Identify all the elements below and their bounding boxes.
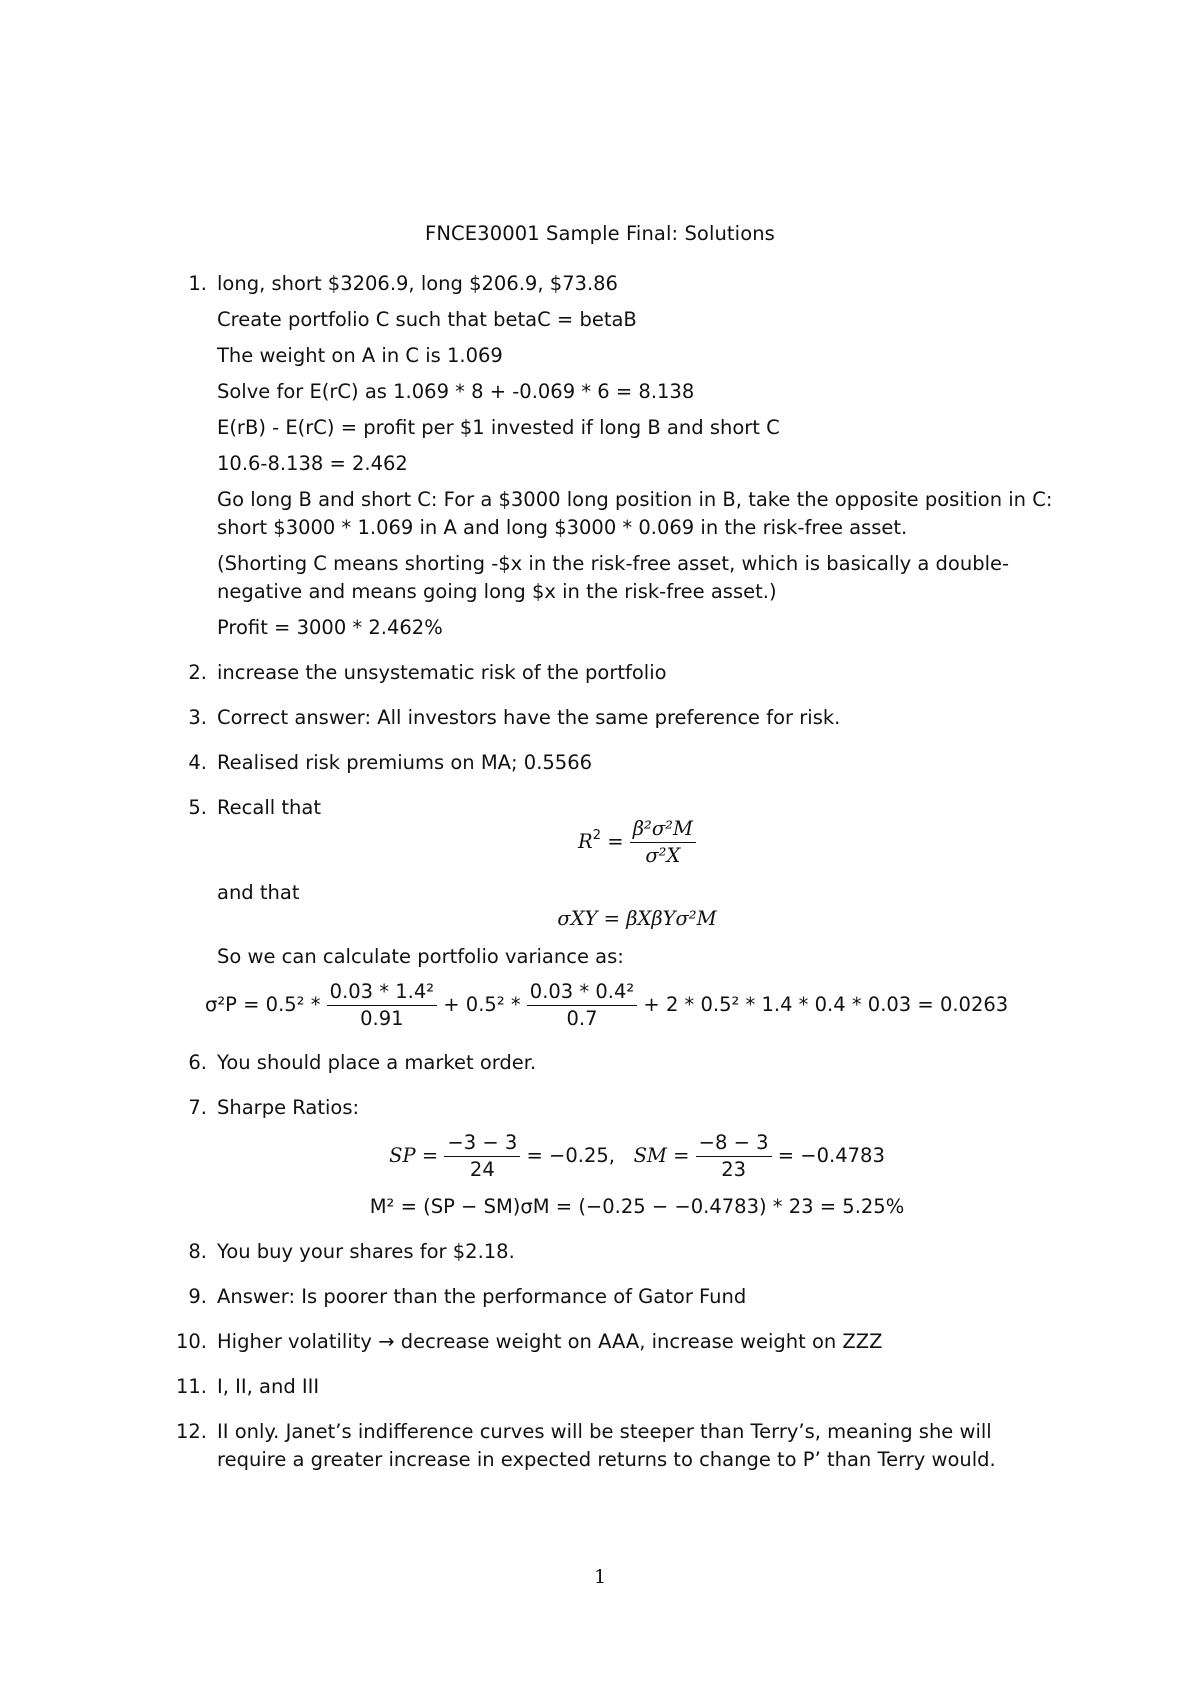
equation-part: SP =	[389, 1144, 439, 1167]
item-text: E(rB) - E(rC) = profit per $1 invested if long B and short C	[217, 416, 780, 439]
item-number: 8.	[188, 1240, 207, 1263]
item-text: Sharpe Ratios:	[217, 1096, 360, 1119]
equation-numerator: −3 − 3	[444, 1130, 520, 1157]
equation-portfolio-variance	[205, 979, 1057, 1032]
item-number: 4.	[188, 751, 207, 774]
equation-part: = −0.4783	[777, 1144, 885, 1167]
equation-numerator: β²σ²M	[630, 816, 696, 843]
equation-part: = −0.25,	[526, 1144, 615, 1167]
item-text: You should place a market order.	[217, 1051, 537, 1074]
item-number: 7.	[188, 1096, 207, 1119]
equation-part: SM =	[633, 1144, 690, 1167]
item-text: Higher volatility → decrease weight on AAA, increase weight on ZZZ	[217, 1330, 883, 1353]
list-item	[172, 1283, 1057, 1311]
list-item	[172, 659, 1057, 687]
list-item	[172, 1049, 1057, 1077]
list-item	[172, 794, 1057, 1032]
item-number: 11.	[175, 1375, 207, 1398]
list-item	[172, 1373, 1057, 1401]
list-item	[172, 1328, 1057, 1356]
item-text: and that	[217, 881, 300, 904]
equation-denominator: 24	[469, 1158, 495, 1181]
item-text: increase the unsystematic risk of the portfolio	[217, 661, 667, 684]
equation-m-squared: M² = (SP − SM)σM = (−0.25 − −0.4783) * 23 = 5.25%	[369, 1195, 905, 1218]
item-number: 9.	[188, 1285, 207, 1308]
equation-denominator: 23	[721, 1158, 747, 1181]
item-text: Solve for E(rC) as 1.069 * 8 + -0.069 * 6 = 8.138	[217, 380, 695, 403]
page-number: 1	[593, 1566, 607, 1588]
equation-denominator: 0.91	[360, 1007, 404, 1030]
equation-denominator: σ²X	[645, 844, 681, 867]
item-text: long, short $3206.9, long $206.9, $73.86	[217, 272, 618, 295]
list-item	[172, 749, 1057, 777]
item-text: Recall that	[217, 796, 321, 819]
item-text: (Shorting C means shorting -$x in the risk-free asset, which is basically a double-negative and means going long $x in the risk-free asset.)	[217, 552, 1010, 603]
equation-numerator: −8 − 3	[696, 1130, 772, 1157]
equation-denominator: 0.7	[566, 1007, 598, 1030]
item-text: Go long B and short C: For a $3000 long position in B, take the opposite position in C: short $3000 * 1.069 in A and long $3000 * 0.069 in the risk-free asset.	[217, 488, 1053, 539]
item-number: 10.	[175, 1330, 207, 1353]
item-text: Profit = 3000 * 2.462%	[217, 616, 443, 639]
item-text: The weight on A in C is 1.069	[217, 344, 503, 367]
item-text: Answer: Is poorer than the performance of Gator Fund	[217, 1285, 747, 1308]
item-number: 1.	[188, 272, 207, 295]
equation-part: + 0.5² *	[443, 993, 521, 1016]
equation-r-squared: $R^2$ = $\frac{\text{β²σ²M}}{\text{σ²X}}$	[217, 816, 1057, 869]
item-text: Create portfolio C such that betaC = betaB	[217, 308, 637, 331]
item-text: Correct answer: All investors have the same preference for risk.	[217, 706, 841, 729]
list-item	[172, 704, 1057, 732]
item-number: 6.	[188, 1051, 207, 1074]
equation-sharpe-ratios	[217, 1130, 1057, 1183]
item-text: 10.6-8.138 = 2.462	[217, 452, 408, 475]
item-number: 5.	[188, 796, 207, 819]
list-item	[172, 270, 1057, 642]
equation-covariance: σXY = βXβYσ²M	[557, 907, 717, 930]
item-text: Realised risk premiums on MA; 0.5566	[217, 751, 593, 774]
item-number: 12.	[175, 1420, 207, 1443]
item-number: 2.	[188, 661, 207, 684]
item-text: I, II, and III	[217, 1375, 320, 1398]
equation-numerator: 0.03 * 0.4²	[527, 979, 637, 1006]
list-item	[172, 1094, 1057, 1221]
equation-numerator: 0.03 * 1.4²	[327, 979, 437, 1006]
item-text: II only. Janet’s indifference curves will be steeper than Terry’s, meaning she will require a greater increase in expected returns to change to P’ than Terry would.	[217, 1420, 996, 1471]
item-text: You buy your shares for $2.18.	[217, 1240, 515, 1263]
solutions-list	[172, 270, 1057, 1491]
item-number: 3.	[188, 706, 207, 729]
equation-part: σ²P = 0.5² *	[205, 993, 321, 1016]
equation-part: + 2 * 0.5² * 1.4 * 0.4 * 0.03 = 0.0263	[643, 993, 1009, 1016]
page-title: FNCE30001 Sample Final: Solutions	[425, 222, 775, 245]
list-item	[172, 1418, 1057, 1474]
list-item	[172, 1238, 1057, 1266]
item-text: So we can calculate portfolio variance as:	[217, 945, 624, 968]
